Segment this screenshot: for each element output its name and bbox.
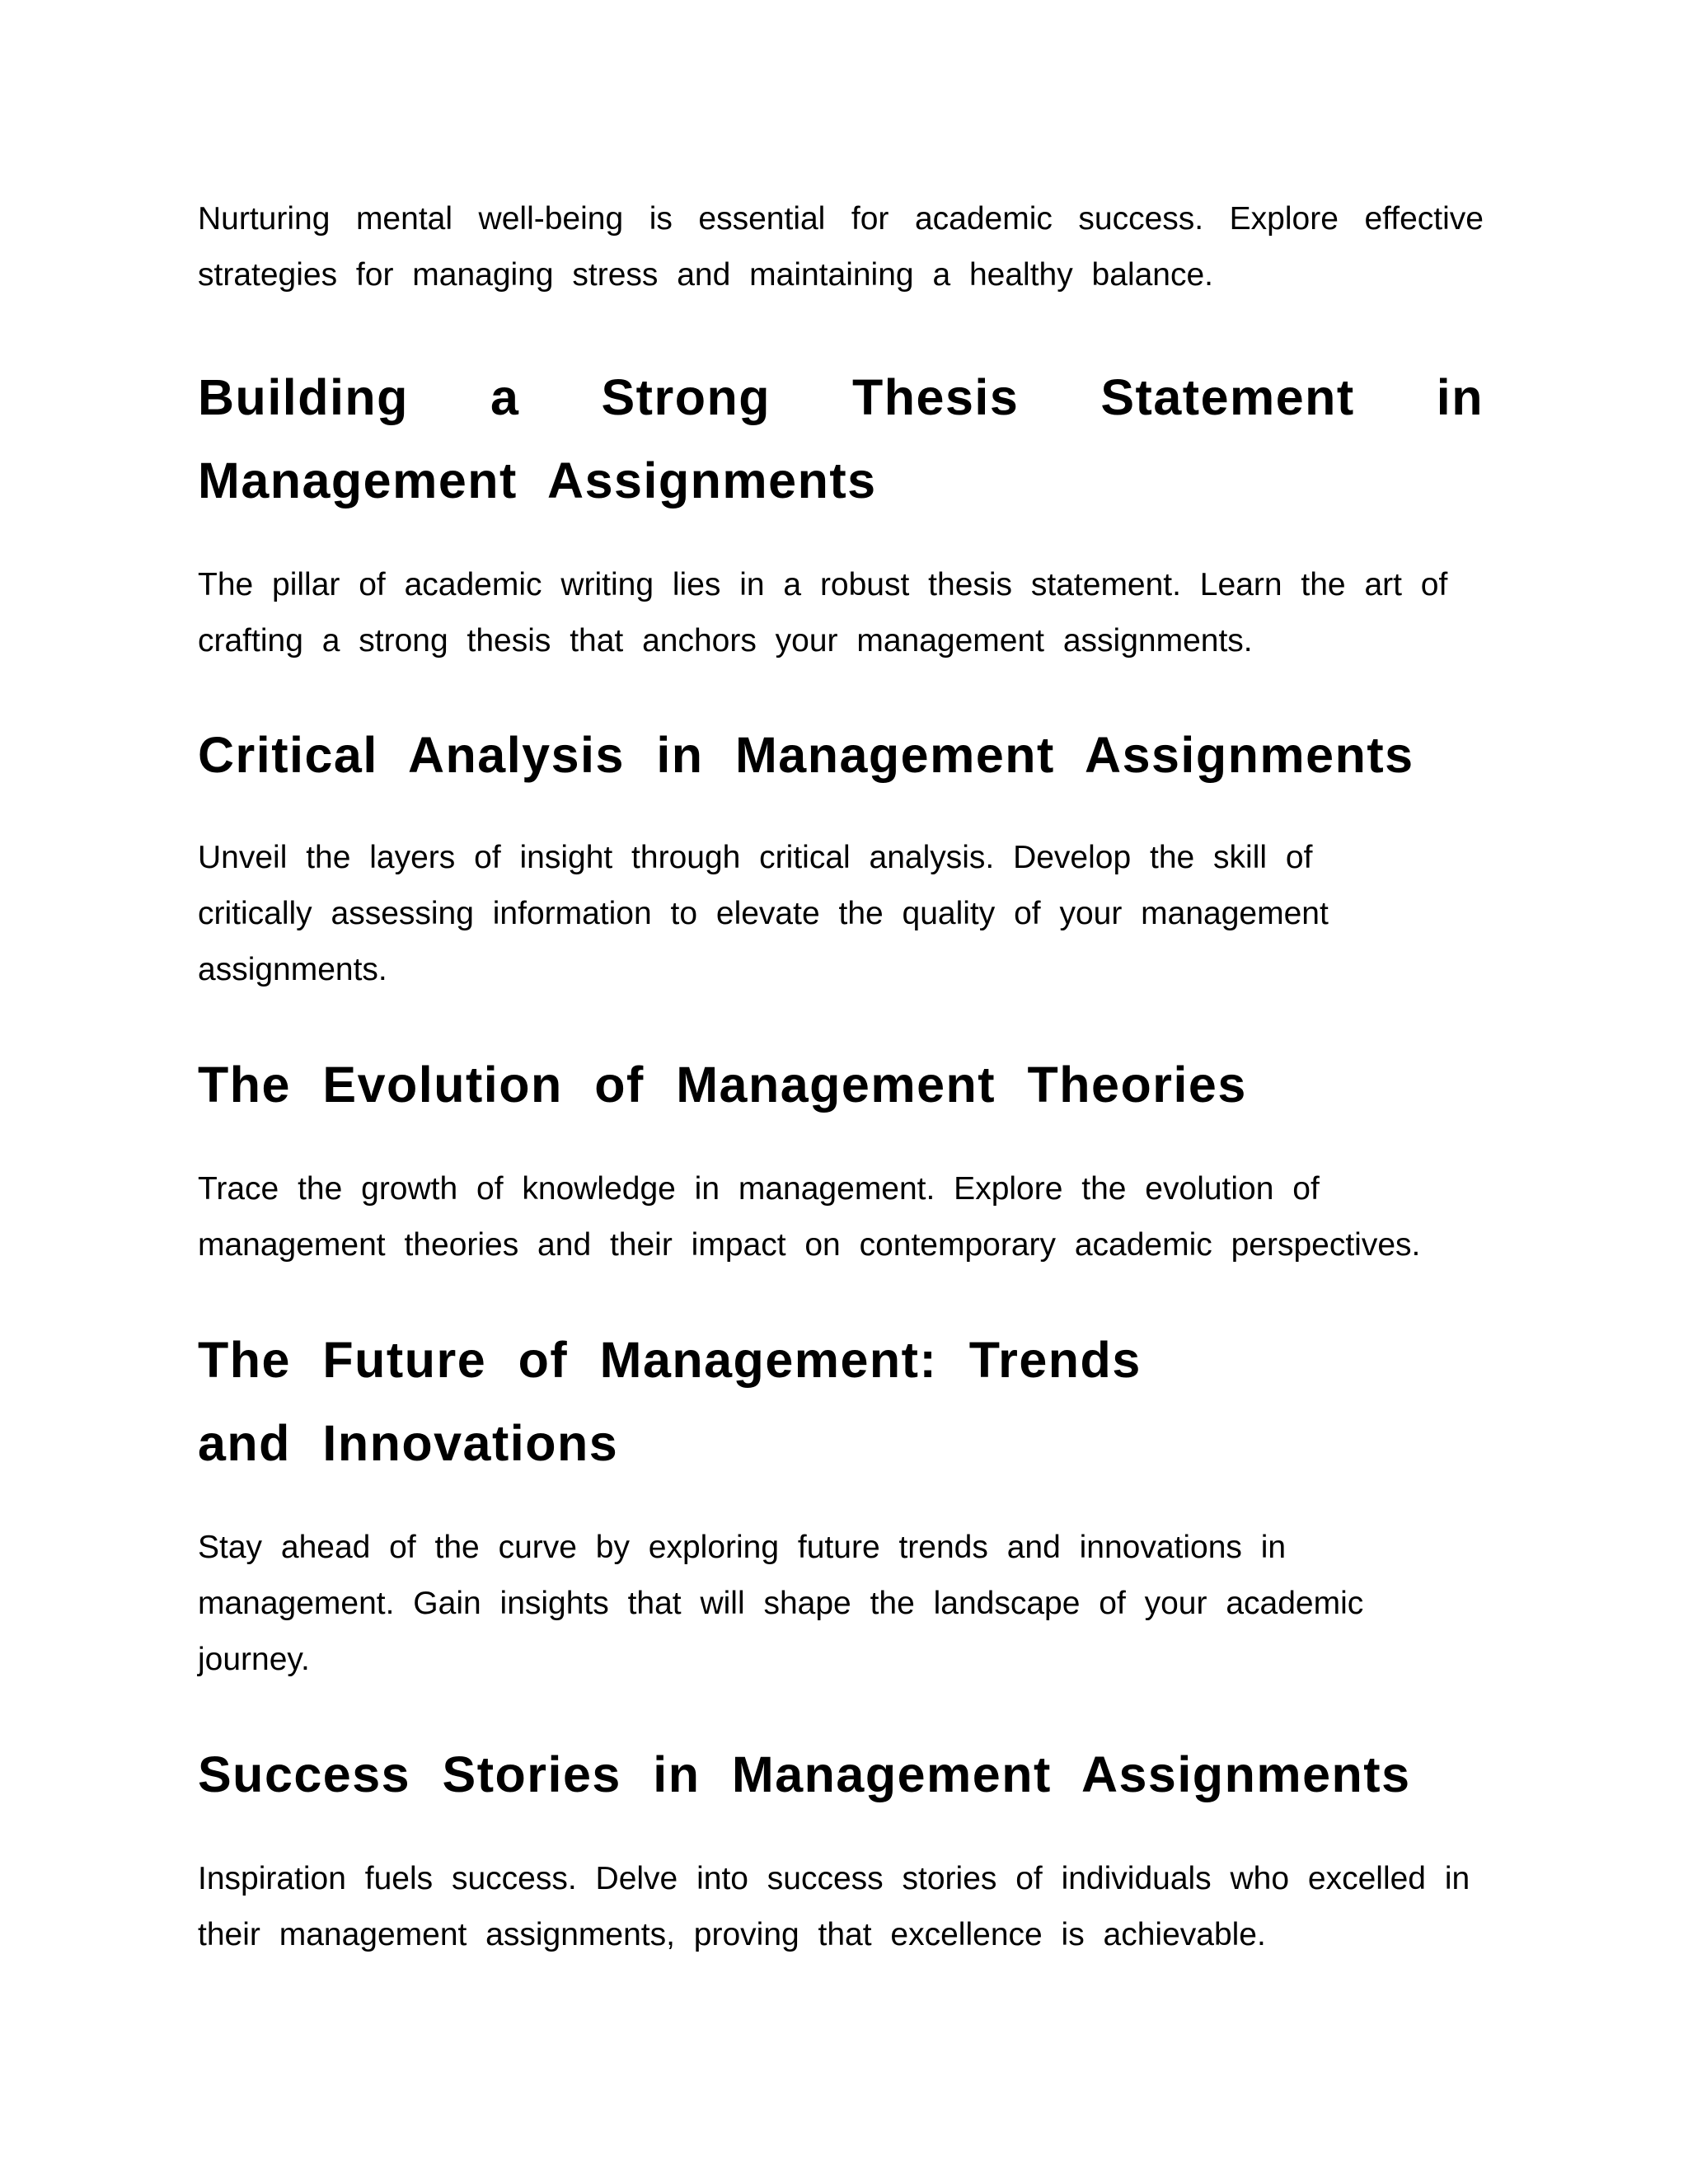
section-heading: Critical Analysis in Management Assignments (198, 727, 1414, 783)
section-heading: The Evolution of Management Theories (198, 1057, 1247, 1113)
section-paragraph: The pillar of academic writing lies in a robust thesis statement. Learn the art of crafting a strong thesis that anchors your management assignments. (198, 567, 1448, 658)
section-evolution-of-theories (198, 1043, 1484, 1273)
section-future-of-management (198, 1319, 1484, 1688)
section-paragraph: Inspiration fuels success. Delve into success stories of individuals who excelled in their management assignments, proving that excellence is achievable. (198, 1861, 1470, 1952)
section-heading: Success Stories in Management Assignments (198, 1746, 1411, 1802)
section-heading: The Future of Management: Trends and Innovations (198, 1332, 1142, 1471)
section-heading: Building a Strong Thesis Statement in Management Assignments (198, 369, 1484, 509)
section-paragraph: Stay ahead of the curve by exploring future trends and innovations in management. Gain insights that will shape the landscape of your academic journey. (198, 1530, 1364, 1677)
section-paragraph: Unveil the layers of insight through critical analysis. Develop the skill of critically assessing information to elevate the quality of your management assignments. (198, 840, 1329, 987)
section-success-stories (198, 1733, 1484, 1963)
intro-paragraph: Nurturing mental well-being is essential for academic success. Explore effective strategies for managing stress and maintaining a healthy balance. (198, 201, 1484, 293)
page-content (198, 191, 1484, 1963)
section-critical-analysis (198, 714, 1484, 998)
section-thesis-statement (198, 356, 1484, 669)
section-paragraph: Trace the growth of knowledge in management. Explore the evolution of management theories and their impact on contemporary academic perspectives. (198, 1171, 1421, 1263)
